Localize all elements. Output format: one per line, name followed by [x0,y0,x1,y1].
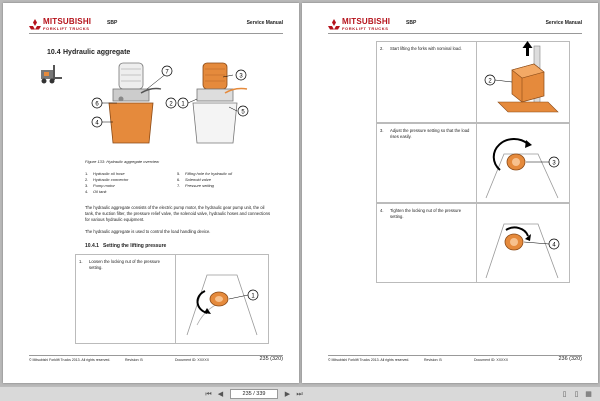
legend-item: 6. Solenoid valve [177,177,212,182]
callout-1-label: 1 [251,293,255,300]
document-page-left [3,3,299,383]
two-page-view-icon[interactable]: ▯ [574,391,579,398]
tighten-nut-illustration [478,204,570,282]
step-text-cell: 1. Loosen the locking nut of the pressure setting. [76,255,176,343]
callout-2-label: 2 [488,78,492,85]
callout-2-label: 2 [169,101,173,108]
diamond-logo-icon [328,19,340,30]
section-heading: 10.4 Hydraulic aggregate [47,49,131,56]
callout-5-label: 5 [241,109,245,116]
step-table-row [376,41,570,123]
step-text-cell: 3. Adjust the pressure setting so that the load rises easily. [377,124,477,202]
step-table [75,254,269,344]
legend-item: 1. Hydraulic oil hose [85,171,125,176]
previous-page-icon[interactable]: ◀ [217,391,224,398]
page-header [29,16,283,34]
page-footer: © Mitsubishi Forklift Trucks 2013. All rights reserved. Revision: B Document ID: XXXXX 236 (320) [328,356,582,362]
step-table-row [376,123,570,203]
step-image-cell [478,42,569,122]
step-image-cell [177,255,268,343]
model-label: SBP [406,20,417,26]
callout-3-label: 3 [552,160,556,167]
single-page-view-icon[interactable]: ▯ [562,391,567,398]
step-text-cell: 4. Tighten the locking nut of the pressure setting. [377,204,477,282]
manual-label: Service Manual [545,20,582,26]
body-paragraph: The hydraulic aggregate consists of the electric pump motor, the hydraulic gear pump unit, the oil tank, the suction filter, the pressure relief valve, the solenoid valve, hydraulic hoses and connections for various hydraulic equipment. [85,205,271,222]
step-image-cell [478,204,569,282]
legend-item: 7. Pressure setting [177,183,214,188]
step-table-row [376,203,570,283]
page-number-input[interactable]: 235 / 339 [230,389,278,399]
lift-load-illustration [478,42,570,122]
callout-4-label: 4 [552,242,556,249]
page-header [328,16,582,34]
legend-item: 3. Pump motor [85,183,115,188]
figure-caption: Figure 133: Hydraulic aggregate overview [85,159,160,164]
subsection-heading: 10.4.1 Setting the lifting pressure [85,243,167,249]
callout-6-label: 6 [95,101,99,108]
manual-label: Service Manual [246,20,283,26]
callout-3-label: 3 [239,73,243,80]
document-page-right [302,3,598,383]
next-page-icon[interactable]: ▶ [284,391,291,398]
step-image-cell [478,124,569,202]
first-page-icon[interactable]: ⏮ [205,391,212,398]
body-paragraph: The hydraulic aggregate is used to control the load handling device. [85,229,211,234]
loosen-nut-illustration [177,255,269,343]
legend-item: 2. Hydraulic connector [85,177,129,182]
page-number: 236 (320) [558,356,582,362]
model-label: SBP [107,20,118,26]
mitsubishi-logo: MITSUBISHI FORKLIFT TRUCKS [29,17,91,33]
last-page-icon[interactable]: ⏭ [296,391,303,398]
diamond-logo-icon [29,19,41,30]
grid-view-icon[interactable]: ▦ [585,391,592,398]
adjust-pressure-illustration [478,124,570,202]
step-text-cell: 2. Start lifting the forks with nominal load. [377,42,477,122]
page-footer: © Mitsubishi Forklift Trucks 2013. All rights reserved. Revision: B Document ID: XXXXX 235 (320) [29,356,283,362]
page-number: 235 (320) [259,356,283,362]
legend-item: 4. Oil tank [85,189,107,194]
viewer-toolbar [0,386,600,401]
legend-item: 5. Filling hole for hydraulic oil [177,171,233,176]
callout-4-label: 4 [95,120,99,127]
callout-1-label: 1 [181,101,185,108]
figure-callouts-side [169,59,269,151]
mitsubishi-logo: MITSUBISHI FORKLIFT TRUCKS [328,17,390,33]
callout-7-label: 7 [165,69,169,76]
forklift-thumbnail-image [37,61,63,87]
